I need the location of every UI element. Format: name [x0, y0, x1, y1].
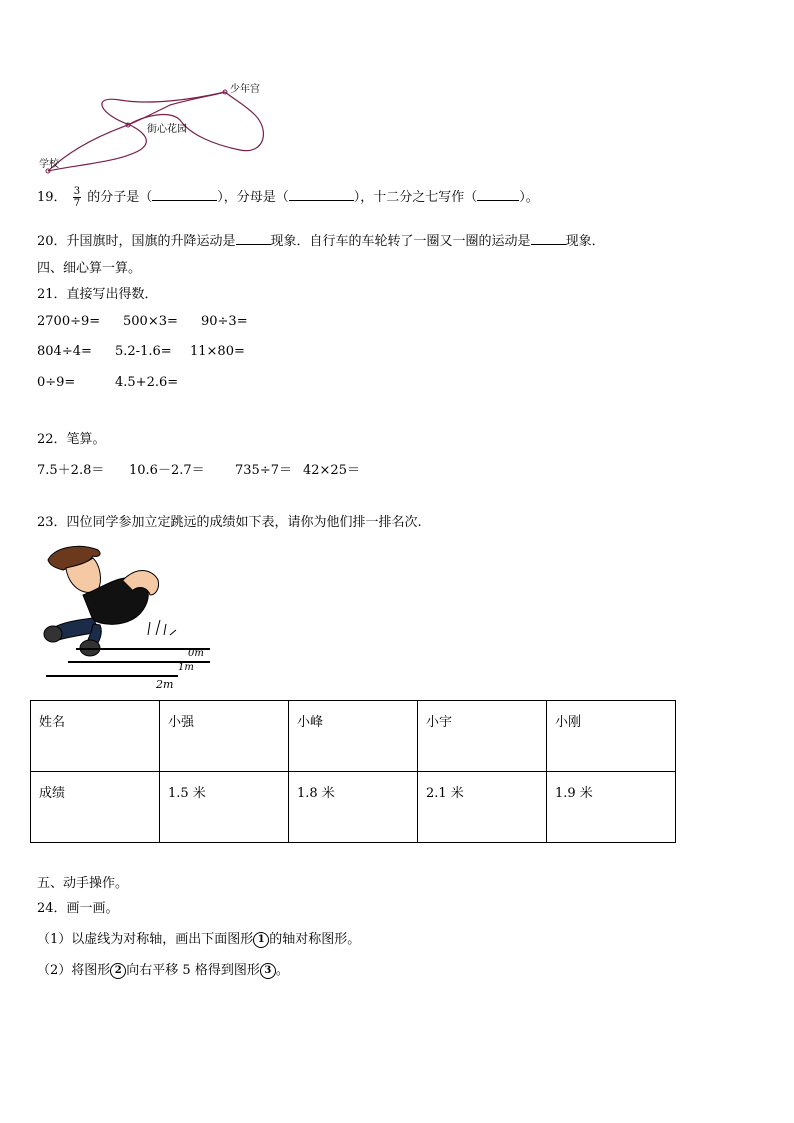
- question-24-title: 24．画一画。: [37, 901, 119, 916]
- shape-1-marker: 1: [253, 932, 269, 948]
- q24-part-2: [37, 959, 289, 979]
- table-cell: 小刚: [547, 701, 676, 772]
- calc-item: 11×80=: [190, 344, 245, 359]
- table-cell: 姓名: [31, 701, 160, 772]
- route-map: [30, 70, 280, 185]
- palace-label: 少年宫: [230, 84, 260, 95]
- shape-2-marker: 2: [110, 963, 126, 979]
- question-21-title: 21．直接写出得数．: [37, 287, 158, 302]
- q20-text-b: 现象．自行车的车轮转了一圈又一圈的运动是: [270, 234, 531, 249]
- q24-part2-text-b: 向右平移 5 格得到图形: [126, 963, 260, 978]
- q20-text-c: 现象．: [565, 234, 605, 249]
- table-cell: 1.8 米: [289, 772, 418, 843]
- calc-item: 500×3=: [123, 314, 178, 329]
- q22-items: [37, 459, 360, 478]
- calc-item: 2700÷9=: [37, 314, 101, 329]
- long-jump-illustration: [38, 540, 218, 690]
- table-row: [31, 701, 676, 772]
- fraction-denominator: 7: [73, 198, 81, 209]
- calc-item: 90÷3=: [201, 314, 248, 329]
- calc-item: 4.5+2.6=: [115, 375, 179, 390]
- school-label: 学校: [39, 159, 59, 170]
- question-23-title: 23．四位同学参加立定跳远的成绩如下表，请你为他们排一排名次.: [37, 515, 422, 530]
- fraction-numerator: 3: [73, 186, 81, 197]
- scores-table: [30, 700, 676, 843]
- q19-text-c: ），十二分之七写作（: [353, 190, 478, 205]
- q20-text-a: 20．升国旗时，国旗的升降运动是: [37, 234, 236, 249]
- calc-item: 7.5＋2.8＝: [37, 463, 105, 478]
- question-22-title: 22．笔算。: [37, 432, 106, 447]
- section-four-heading: 四、细心算一算。: [37, 261, 142, 276]
- table-cell: 小强: [160, 701, 289, 772]
- table-cell: 小宇: [418, 701, 547, 772]
- mark-1m: 1m: [178, 662, 194, 673]
- table-cell: 2.1 米: [418, 772, 547, 843]
- calc-item: 735÷7＝: [235, 463, 292, 478]
- q21-row-3: [37, 375, 178, 390]
- answer-blank[interactable]: [236, 244, 271, 245]
- q21-row-1: [37, 314, 248, 329]
- table-cell: 小峰: [289, 701, 418, 772]
- fraction: [73, 186, 81, 209]
- q24-part-1: [37, 928, 360, 948]
- table-cell: 成绩: [31, 772, 160, 843]
- table-row: [31, 772, 676, 843]
- question-number: 19．: [37, 190, 67, 205]
- q21-row-2: [37, 344, 245, 359]
- q24-part1-text-b: 的轴对称图形。: [269, 932, 361, 947]
- q19-text-a: 的分子是（: [87, 190, 153, 205]
- question-20: [37, 230, 605, 249]
- calc-item: 5.2-1.6=: [115, 344, 172, 359]
- answer-blank[interactable]: [531, 244, 566, 245]
- q24-part1-text-a: （1）以虚线为对称轴，画出下面图形: [37, 932, 254, 947]
- calc-item: 804÷4=: [37, 344, 92, 359]
- calc-item: 0÷9=: [37, 375, 76, 390]
- q24-part2-text-c: 。: [275, 963, 289, 978]
- calc-item: 42×25＝: [303, 463, 360, 478]
- q19-text-b: ），分母是（: [217, 190, 289, 205]
- answer-blank[interactable]: [289, 200, 354, 201]
- garden-label: 街心花园: [147, 124, 187, 135]
- table-cell: 1.5 米: [160, 772, 289, 843]
- calc-item: 10.6－2.7＝: [129, 463, 205, 478]
- section-five-heading: 五、动手操作。: [37, 876, 129, 891]
- question-19: [37, 186, 539, 209]
- q19-text-d: ）。: [519, 190, 539, 205]
- mark-2m: 2m: [156, 678, 174, 690]
- q24-part2-text-a: （2）将图形: [37, 963, 111, 978]
- mark-0m: 0m: [188, 648, 204, 659]
- table-cell: 1.9 米: [547, 772, 676, 843]
- answer-blank[interactable]: [477, 200, 519, 201]
- shape-3-marker: 3: [260, 963, 276, 979]
- answer-blank[interactable]: [152, 200, 217, 201]
- jumping-boy-drawing: [38, 540, 218, 690]
